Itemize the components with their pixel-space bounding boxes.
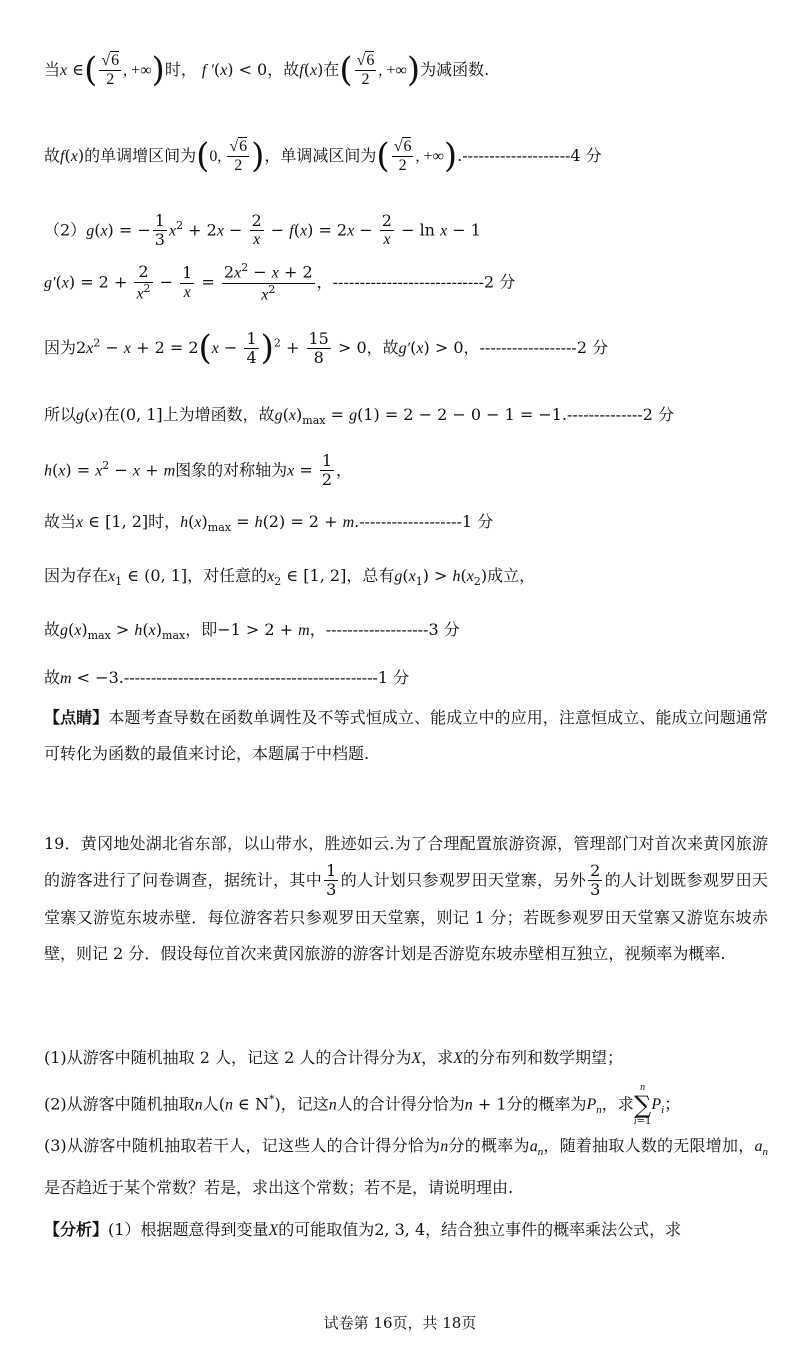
comment-paragraph [44,700,768,772]
text: 因为存在 [44,566,109,585]
score-mark: ，----------------------------2 分 [316,272,516,292]
text: 故 [44,145,61,165]
question-19-analysis: 【分析】(1）根据题意得到变量X的可能取值为2, 3, 4，结合独立事件的概率乘法公式，求 [44,1220,682,1239]
text: ，故 [267,59,300,79]
analysis-tag: 【分析】 [44,1220,109,1239]
line-monotone-decrease: 当x ∈( $\frac{√6}{2}$ , +∞)时， f ′(x) < 0，故f(x)在( $\frac{√6}{2}$ , +∞)为减函数. [44,50,490,90]
text: ，故 [366,337,399,357]
text: ，对任意的 [187,566,268,585]
text: 的分布列和数学期望； [462,1048,623,1067]
text: 在 [103,405,120,424]
text: (2)从游客中随机抽取 [44,1094,195,1114]
text: 的人计划只参观罗田天堂寨，另外 [340,870,587,890]
text: 19．黄冈地处湖北省东部，以山带水，胜迹如云.为了合理配置旅游资源，管理部门对首次来黄冈旅游的游客进行了问卷调查，据统计，其中 [44,834,768,890]
score-mark: ，------------------2 分 [463,337,609,357]
text: ，求 [601,1094,634,1114]
line-monotone-intervals: 故f(x)的单调增区间为(0, $\frac{√6}{2}$ )，单调减区间为( $\frac{√6}{2}$ , +∞).--------------------4 分 [44,136,602,176]
text: 图象的对称轴为 [175,460,288,480]
text: (1)从游客中随机抽取 2 人，记这 2 人的合计得分为 [44,1048,412,1067]
text: (3)从游客中随机抽取若干人，记这些人的合计得分恰为 [44,1136,441,1155]
text: 时， [148,512,181,531]
text: 时， [164,59,197,79]
text: 成立， [487,566,536,585]
comment-tag: 【点睛】 [44,708,109,727]
score-mark: .--------------------4 分 [457,145,602,165]
line-positive-derivative: 因为$2x^2 - x + 2 = 2(x$ − $\frac{1}{4}$ )$^2$ + $\frac{15}{8}$ > 0，故g′(x) > 0，------------------2 分 [44,328,609,368]
question-19-part-1: (1)从游客中随机抽取 2 人，记这 2 人的合计得分为X，求X的分布列和数学期望； [44,1048,623,1067]
question-19-stem: 19．黄冈地处湖北省东部，以山带水，胜迹如云.为了合理配置旅游资源，管理部门对首次来黄冈旅游的游客进行了问卷调查，据统计，其中 $\frac{1}{3}$ 的人计划只参观罗田天堂寨，另外 $\frac{2}{3}$ 的人计划既参观罗田天堂寨又游览东坡赤壁．每位游客若只参观罗田天堂寨，则记 1 分；若既参观罗田天堂寨又游览东坡赤壁，则记 2 分．假设每位首次来黄冈旅游的游客计划是否游览东坡赤壁相互独立，视频率为概率. [44,834,768,963]
text: 是否趋近于某个常数？若是，求出这个常数；若不是，请说明理由. [44,1178,514,1198]
text: 分的概率为 [506,1094,587,1114]
text: 故 [44,620,61,639]
part-label: （2） [44,220,87,240]
text: ，求 [421,1048,454,1067]
text: 为减函数. [420,59,490,79]
text: ，单调减区间为 [264,145,377,165]
text: 人的合计得分恰为 [336,1094,465,1114]
score-mark: .-------------------1 分 [354,512,494,531]
text: 当 [44,59,61,79]
text: ； [664,1094,681,1114]
line-h-axis: $h(x) = x^2 - x + m$图象的对称轴为x = $\frac{1}{2}$ ， [44,451,353,490]
text: ，结合独立事件的概率乘法公式，求 [425,1220,682,1239]
text: 故当 [44,512,77,531]
text: 所以 [44,405,77,424]
score-mark: ，-------------------3 分 [309,620,460,639]
text: 分的概率为 [448,1136,530,1155]
text: (1）根据题意得到变量 [108,1220,269,1239]
text: ，记这 [280,1094,329,1114]
text: 人 [202,1094,219,1114]
line-h-max: 故当x ∈ [1, 2]时，$h(x)_{max} = h(2) = 2 + m.-------------------1$ 分 [44,512,494,535]
text: ，即 [185,620,218,639]
score-mark: .--------------2 分 [561,405,674,424]
text: 因为 [44,337,77,357]
line-max-comparison: 故$g(x)_{max} > h(x)_{max}$，即−1 > 2 + m，-------------------3 分 [44,620,460,643]
text: ，随着抽取人数的无限增加， [543,1136,755,1155]
question-19-part-3: (3)从游客中随机抽取若干人，记这些人的合计得分恰为n分的概率为$a_n$，随着抽取人数的无限增加，$a_n$是否趋近于某个常数？若是，求出这个常数；若不是，请说明理由. [44,1136,768,1198]
line-existence: 因为存在$x_1$ ∈ (0, 1]，对任意的$x_2$ ∈ [1, 2]，总有$g(x_1) > h(x_2)$成立， [44,566,536,589]
line-g-derivative: g′(x) = 2 + $\frac{2}{x^2}$ − $\frac{1}{x}$ = $\frac{2x^2 - x + 2}{x^2}$ ，----------------------------2 分 [44,261,516,304]
line-g-definition: （2）g(x) = − $\frac{1}{3}$ $x^2 + 2x$ − $\frac{2}{x}$ − f(x) = 2x − $\frac{2}{x}$ − ln x − 1 [44,211,481,250]
text: ， [336,460,353,480]
page-footer: 试卷第 16页，共 18页 [323,1314,477,1332]
line-conclusion: 故m < −3.-----------------------------------------------1 分 [44,668,410,687]
text: 的可能取值为 [278,1220,375,1239]
question-19-part-2: (2)从游客中随机抽取n人(n ∈ N*)，记这n人的合计得分恰为n + 1分的概率为$P_n$，求n ∑ $i=1P_i$； [44,1081,681,1127]
text: ，总有 [346,566,395,585]
score-mark: .-----------------------------------------------1 分 [118,668,410,687]
text: 在 [323,59,340,79]
line-g-max: 所以g(x)在(0, 1]上为增函数，故$g(x)_{max} = g(1) = 2 - 2 - 0 - 1 = -1.--------------2$ 分 [44,405,674,428]
comment-text: 本题考查导数在函数单调性及不等式恒成立、能成立中的应用，注意恒成立、能成立问题通常可转化为函数的最值来讨论，本题属于中档题. [44,708,768,763]
text: 上为增函数，故 [162,405,275,424]
text: 故 [44,668,61,687]
text: 的人计划既参观罗田天堂寨又游览东坡赤壁．每位游客若只参观罗田天堂寨，则记 1 分；若既参观罗田天堂寨又游览东坡赤壁，则记 2 分．假设每位首次来黄冈旅游的游客计划是否游览东坡赤壁相互独立，视频率为概率. [44,870,768,963]
text: 的单调增区间为 [84,145,197,165]
